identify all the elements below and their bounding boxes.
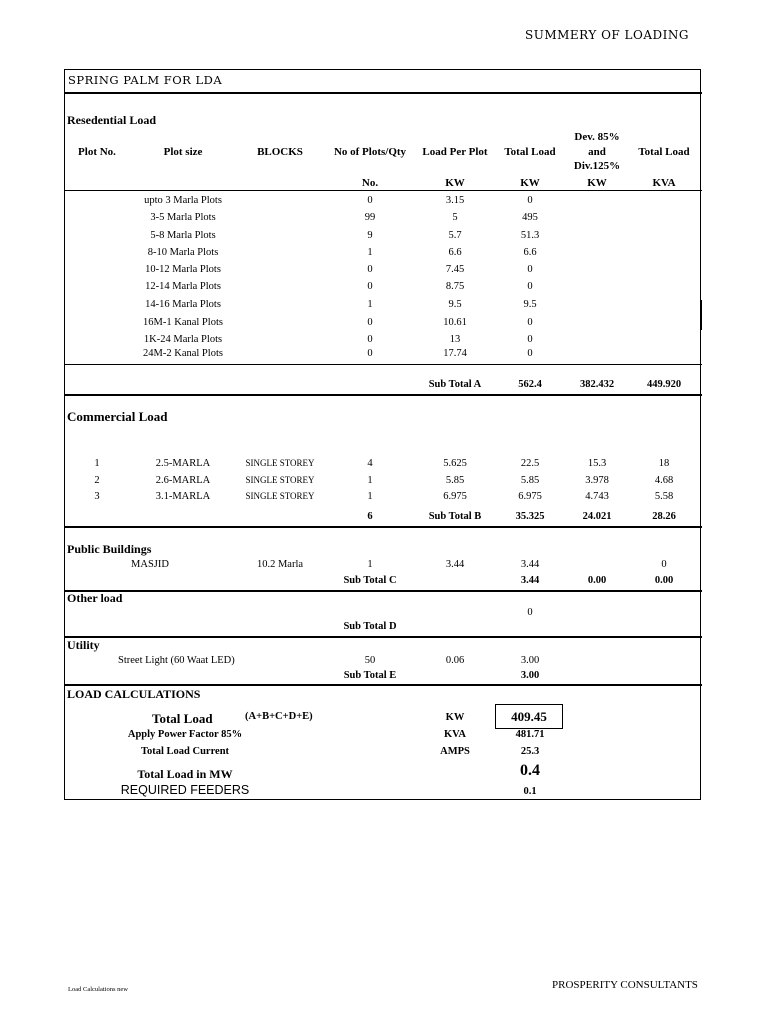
footer-right-text: PROSPERITY CONSULTANTS <box>552 979 698 991</box>
residential-row-size: 16M-1 Kanal Plots <box>143 317 223 328</box>
section-title-other: Other load <box>67 591 123 605</box>
amps-value: 25.3 <box>520 746 540 757</box>
project-title: SPRING PALM FOR LDA <box>68 73 223 87</box>
page-header-title: SUMMERY OF LOADING <box>525 28 689 42</box>
kva-unit: KVA <box>444 729 466 740</box>
divider <box>64 636 702 638</box>
utility-row-load: 0.06 <box>445 655 465 666</box>
residential-row-total: 6.6 <box>523 247 537 258</box>
col-header-dev-2: and <box>588 146 606 158</box>
subtotal-a-label: Sub Total A <box>428 379 482 390</box>
col-header-load-per-plot: Load Per Plot <box>422 146 488 158</box>
col-header-qty: No of Plots/Qty <box>333 146 407 158</box>
residential-row-size: 1K-24 Marla Plots <box>143 334 223 345</box>
total-mw-label: Total Load in MW <box>137 767 233 781</box>
col-header-plot-size: Plot size <box>163 146 203 158</box>
kva-value: 481.71 <box>515 729 545 740</box>
divider <box>64 364 702 365</box>
utility-row-name: Street Light (60 Waat LED) <box>118 655 235 666</box>
commercial-row-no: 1 <box>94 458 100 469</box>
subtotal-a-total: 562.4 <box>518 379 542 390</box>
divider <box>64 190 702 191</box>
residential-row-total: 9.5 <box>523 299 537 310</box>
unit-dev: KW <box>587 177 607 189</box>
residential-row-total: 0 <box>527 334 533 345</box>
col-header-total-kva: Total Load <box>638 146 690 158</box>
section-title-residential: Resedential Load <box>67 113 157 127</box>
unit-qty: No. <box>361 177 379 189</box>
residential-row-size: 24M-2 Kanal Plots <box>143 348 223 359</box>
residential-row-qty: 0 <box>367 348 373 359</box>
residential-row-qty: 0 <box>367 281 373 292</box>
total-current-label: Total Load Current <box>140 746 230 757</box>
commercial-row-load: 5.625 <box>443 458 467 469</box>
residential-row-total: 495 <box>522 212 538 223</box>
residential-row-load: 6.6 <box>448 247 462 258</box>
residential-row-qty: 9 <box>367 230 373 241</box>
residential-row-load: 3.15 <box>445 195 465 206</box>
commercial-row-size: 2.6-MARLA <box>155 475 211 486</box>
public-row-size: 10.2 Marla <box>256 559 304 570</box>
residential-row-qty: 0 <box>367 264 373 275</box>
unit-total-kva: KVA <box>652 177 676 189</box>
divider <box>64 394 702 396</box>
commercial-row-kva: 5.58 <box>654 491 674 502</box>
subtotal-c-dev: 0.00 <box>587 575 607 586</box>
residential-row-qty: 0 <box>367 317 373 328</box>
commercial-row-size: 3.1-MARLA <box>155 491 211 502</box>
subtotal-b-dev: 24.021 <box>582 511 612 522</box>
residential-row-load: 13 <box>449 334 461 345</box>
subtotal-b-total: 35.325 <box>515 511 545 522</box>
residential-row-total: 0 <box>527 317 533 328</box>
cell-border <box>701 300 702 330</box>
residential-row-qty: 99 <box>364 212 376 223</box>
residential-row-load: 10.61 <box>443 317 467 328</box>
public-row-total: 3.44 <box>520 559 540 570</box>
subtotal-c-total: 3.44 <box>520 575 540 586</box>
residential-row-load: 5 <box>452 212 458 223</box>
mw-value: 0.4 <box>520 762 540 779</box>
residential-row-size: upto 3 Marla Plots <box>144 195 222 206</box>
commercial-row-kva: 4.68 <box>654 475 674 486</box>
residential-row-load: 17.74 <box>443 348 467 359</box>
commercial-row-no: 2 <box>94 475 100 486</box>
subtotal-b-qty: 6 <box>367 511 373 522</box>
footer-left-text: Load Calculations new <box>68 986 128 993</box>
subtotal-c-label: Sub Total C <box>343 575 397 586</box>
amps-unit: AMPS <box>440 746 470 757</box>
commercial-row-block: SINGLE STOREY <box>245 458 315 468</box>
residential-row-total: 51.3 <box>520 230 540 241</box>
residential-row-qty: 1 <box>367 247 373 258</box>
residential-row-load: 9.5 <box>448 299 462 310</box>
public-row-name: MASJID <box>131 559 169 570</box>
subtotal-e-total: 3.00 <box>520 670 540 681</box>
commercial-row-qty: 1 <box>367 475 373 486</box>
residential-row-load: 7.45 <box>445 264 465 275</box>
commercial-row-total: 22.5 <box>520 458 540 469</box>
col-header-total-load: Total Load <box>504 146 556 158</box>
other-value: 0 <box>527 607 533 618</box>
commercial-row-kva: 18 <box>658 458 670 469</box>
divider <box>64 526 702 528</box>
unit-load-per-plot: KW <box>445 177 465 189</box>
subtotal-d-label: Sub Total D <box>343 621 397 632</box>
utility-row-total: 3.00 <box>520 655 540 666</box>
power-factor-label: Apply Power Factor 85% <box>127 729 243 740</box>
section-title-commercial: Commercial Load <box>67 409 168 424</box>
residential-row-size: 12-14 Marla Plots <box>145 281 221 292</box>
unit-total-load: KW <box>520 177 540 189</box>
section-title-public: Public Buildings <box>67 542 152 556</box>
residential-row-qty: 0 <box>367 334 373 345</box>
commercial-row-block: SINGLE STOREY <box>245 475 315 485</box>
commercial-row-dev: 15.3 <box>587 458 607 469</box>
residential-row-size: 8-10 Marla Plots <box>147 247 219 258</box>
divider <box>64 684 702 686</box>
commercial-row-dev: 3.978 <box>585 475 609 486</box>
residential-row-size: 3-5 Marla Plots <box>150 212 216 223</box>
divider <box>64 92 702 94</box>
residential-row-total: 0 <box>527 264 533 275</box>
col-header-dev-1: Dev. 85% <box>574 131 620 143</box>
public-row-load: 3.44 <box>445 559 465 570</box>
section-title-calc: LOAD CALCULATIONS <box>67 687 201 701</box>
subtotal-c-kva: 0.00 <box>654 575 674 586</box>
commercial-row-total: 5.85 <box>520 475 540 486</box>
subtotal-a-dev: 382.432 <box>579 379 615 390</box>
commercial-row-no: 3 <box>94 491 100 502</box>
section-title-utility: Utility <box>67 638 100 652</box>
residential-row-total: 0 <box>527 195 533 206</box>
kw-value: 409.45 <box>511 709 547 724</box>
public-row-kva: 0 <box>661 559 667 570</box>
divider <box>64 590 702 592</box>
total-load-formula: (A+B+C+D+E) <box>245 711 313 722</box>
commercial-row-dev: 4.743 <box>585 491 609 502</box>
residential-row-total: 0 <box>527 281 533 292</box>
total-load-label: Total Load <box>152 711 213 726</box>
commercial-row-total: 6.975 <box>518 491 542 502</box>
subtotal-e-label: Sub Total E <box>343 670 397 681</box>
commercial-row-load: 5.85 <box>445 475 465 486</box>
required-feeders-label: REQUIRED FEEDERS <box>120 783 250 797</box>
kw-unit: KW <box>445 712 465 723</box>
residential-row-qty: 0 <box>367 195 373 206</box>
residential-row-total: 0 <box>527 348 533 359</box>
col-header-plot-no: Plot No. <box>78 146 116 158</box>
commercial-row-qty: 1 <box>367 491 373 502</box>
col-header-dev-3: Div.125% <box>573 160 621 172</box>
subtotal-a-kva: 449.920 <box>646 379 682 390</box>
residential-row-size: 5-8 Marla Plots <box>150 230 216 241</box>
residential-row-size: 10-12 Marla Plots <box>145 264 221 275</box>
feeders-value: 0.1 <box>523 786 537 797</box>
col-header-blocks: BLOCKS <box>257 146 303 158</box>
public-row-qty: 1 <box>367 559 373 570</box>
residential-row-load: 8.75 <box>445 281 465 292</box>
residential-row-size: 14-16 Marla Plots <box>145 299 221 310</box>
utility-row-qty: 50 <box>364 655 376 666</box>
subtotal-b-kva: 28.26 <box>652 511 676 522</box>
commercial-row-load: 6.975 <box>443 491 467 502</box>
residential-row-load: 5.7 <box>448 230 462 241</box>
commercial-row-block: SINGLE STOREY <box>245 491 315 501</box>
commercial-row-qty: 4 <box>367 458 373 469</box>
commercial-row-size: 2.5-MARLA <box>155 458 211 469</box>
residential-row-qty: 1 <box>367 299 373 310</box>
subtotal-b-label: Sub Total B <box>428 511 482 522</box>
